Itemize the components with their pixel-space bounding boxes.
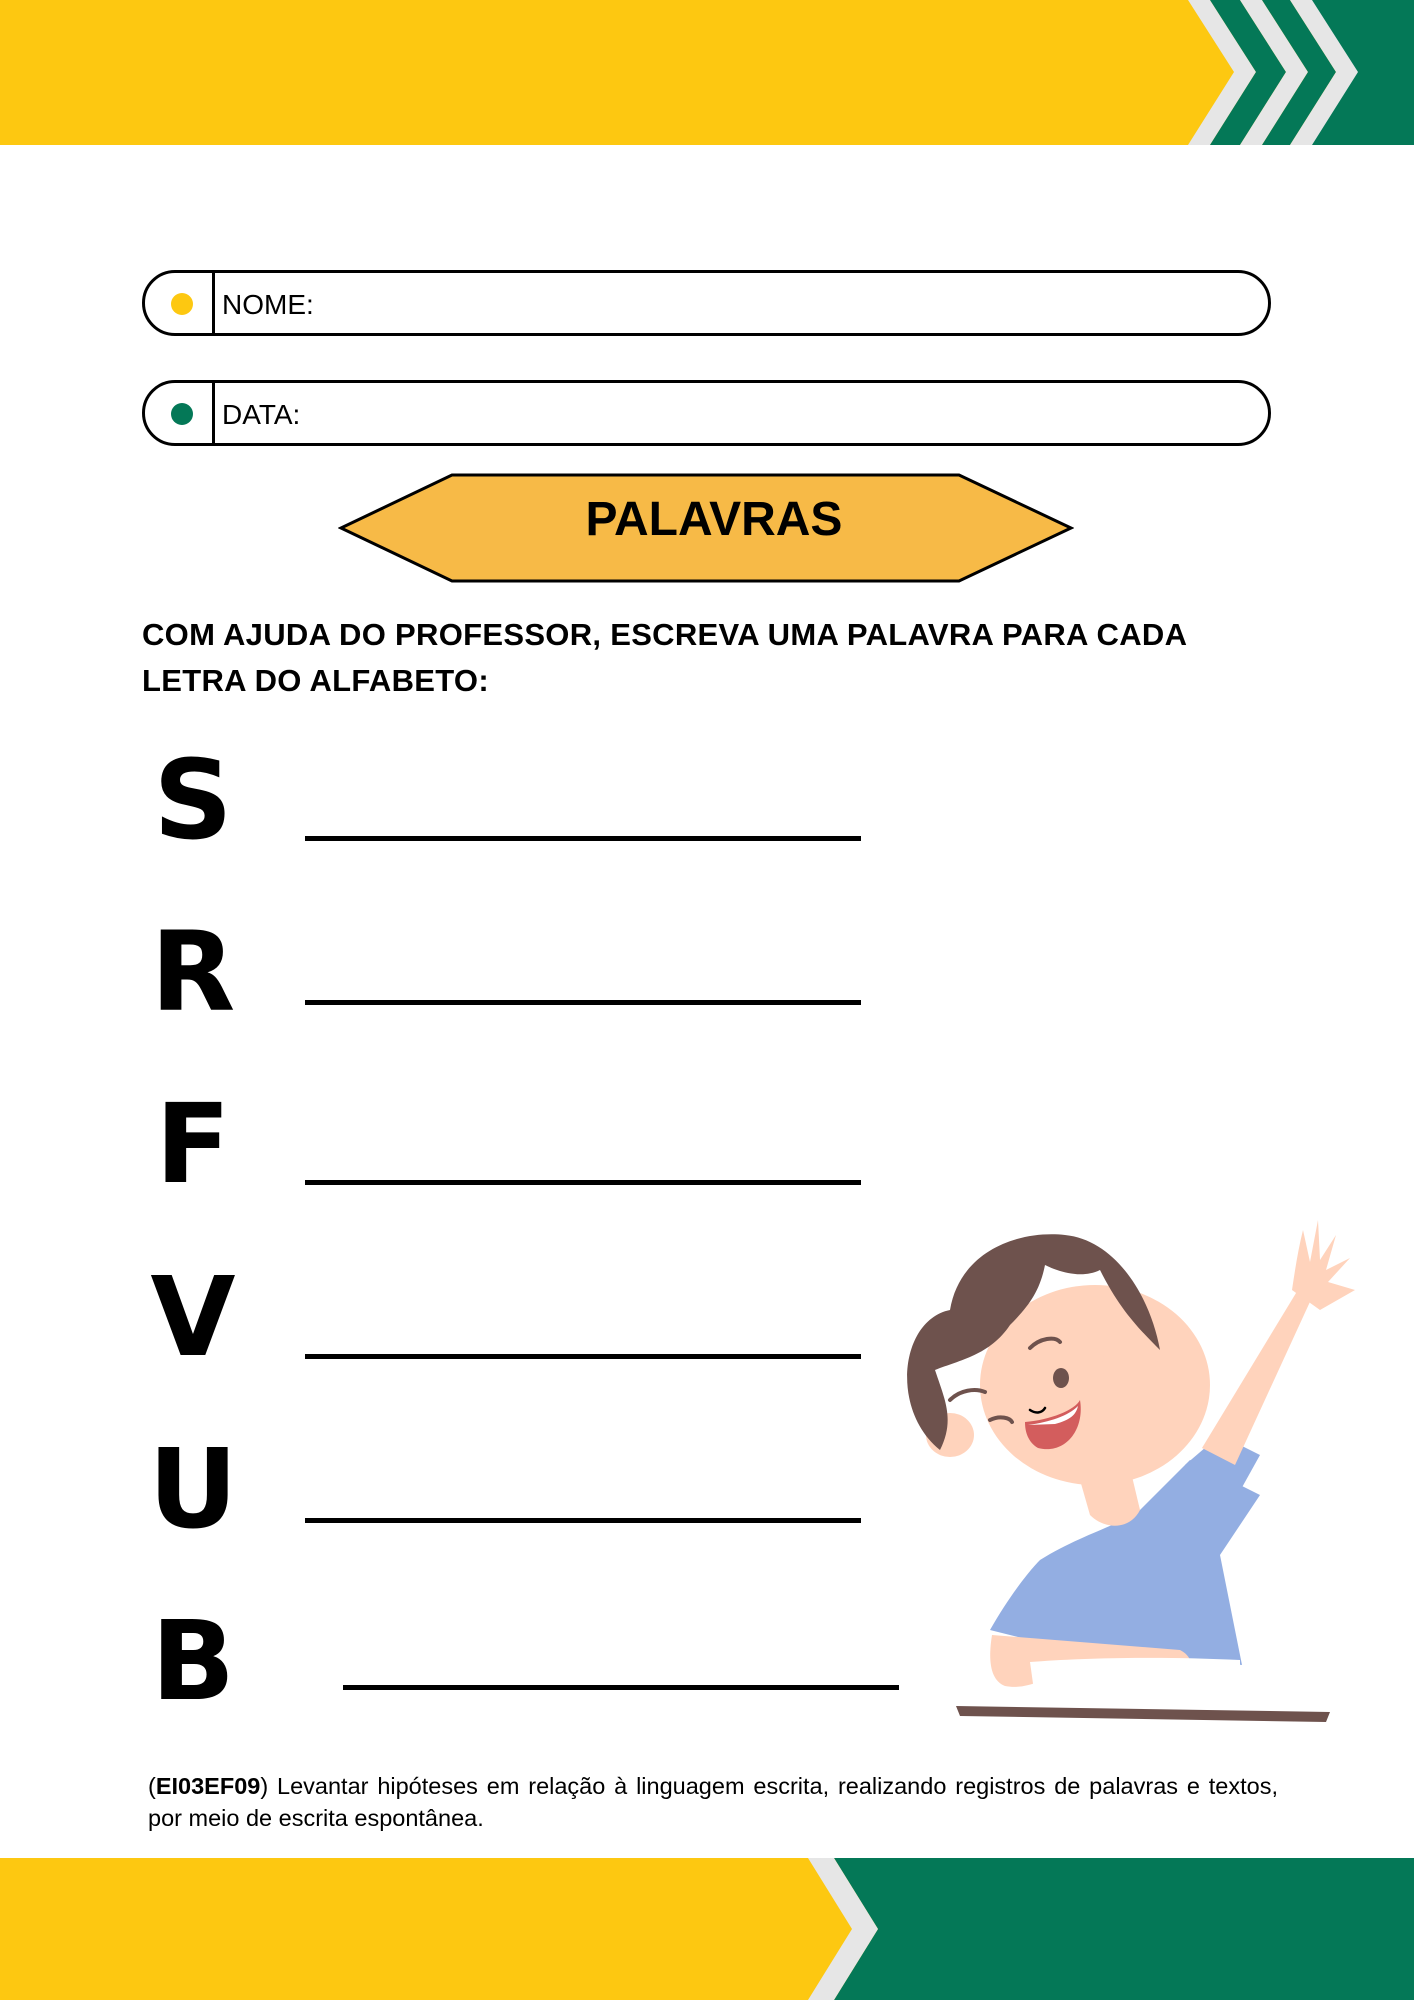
page-title: PALAVRAS — [585, 493, 843, 546]
date-field-marker — [145, 383, 215, 443]
instruction-text: COM AJUDA DO PROFESSOR, ESCREVA UMA PALAVRA PARA CADA LETRA DO ALFABETO: — [142, 617, 1187, 698]
letter-v: V — [150, 1253, 236, 1381]
writing-line[interactable] — [343, 1685, 899, 1690]
footer-objective: (EI03EF09) Levantar hipóteses em relação à linguagem escrita, realizando registros de palavras e textos, por meio de escrita espontânea. — [148, 1773, 1278, 1831]
letter-r: R — [150, 908, 236, 1036]
writing-line[interactable] — [305, 836, 861, 841]
objective-code: EI03EF09 — [155, 1773, 261, 1799]
name-field[interactable] — [142, 270, 1271, 336]
writing-line[interactable] — [305, 1518, 861, 1523]
bottom-banner — [0, 1858, 1414, 2000]
writing-line[interactable] — [305, 1180, 861, 1185]
boy-raising-hand-illustration — [840, 1210, 1360, 1730]
letter-f: F — [155, 1080, 231, 1208]
name-label: NOME: — [222, 289, 314, 320]
yellow-dot-icon — [171, 293, 193, 315]
letter-b: B — [151, 1597, 235, 1725]
letter-s: S — [153, 736, 233, 864]
writing-line[interactable] — [305, 1354, 861, 1359]
date-field[interactable] — [142, 380, 1271, 446]
writing-line[interactable] — [305, 1000, 861, 1005]
green-dot-icon — [171, 403, 193, 425]
top-banner — [0, 0, 1414, 145]
letter-u: U — [148, 1425, 238, 1553]
name-field-marker — [145, 273, 215, 333]
objective-text: ) Levantar hipóteses em relação à linguagem escrita, realizando registros de palavras e textos, por meio de escrita espontânea. — [148, 1773, 1278, 1831]
date-label: DATA: — [222, 399, 301, 430]
